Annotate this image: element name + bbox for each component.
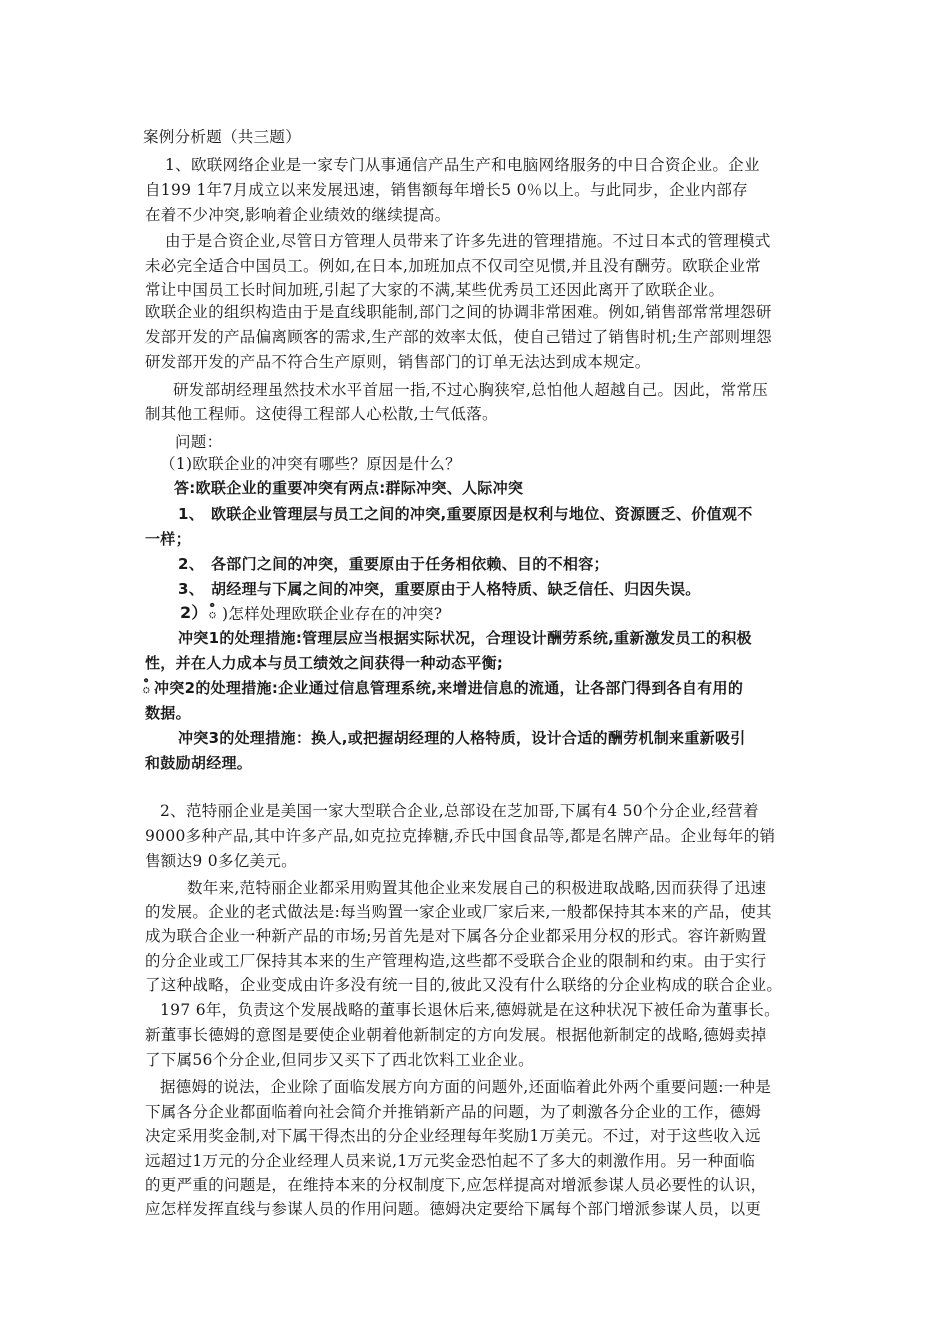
measure-1-line2: 性，并在人力成本与员工绩效之间获得一种动态平衡; — [145, 654, 504, 672]
case2-p4-line6: 应怎样发挥直线与参谋人员的作用问题。德姆决定要给下属每个部门增派参谋人员，以更 — [145, 1200, 762, 1218]
case1-p3-line3: 研发部开发的产品不符合生产原则，销售部门的订单无法达到成本规定。 — [145, 353, 651, 371]
answer-2: 各部门之间的冲突，重要原由于任务相依赖、目的不相容； — [211, 555, 609, 573]
case1-p2-line1: 由于是合资企业,尽管日方管理人员带来了许多先进的管理措施。不过日本式的管理模式 — [165, 232, 771, 250]
case2-p4-line5: 的更严重的问题是，在维持本来的分权制度下,应怎样提高对增派参谋人员必要性的认识， — [145, 1176, 767, 1194]
answer-1-line2: 一样； — [145, 530, 191, 548]
case1-p1-line3: 在着不少冲突,影响着企业绩效的继续提高。 — [145, 206, 451, 224]
case2-p3-line2: 新董事长德姆的意图是要使企业朝着他新制定的方向发展。根据他新制定的战略,德姆卖掉 — [145, 1026, 767, 1044]
case1-p4-line2: 制其他工程师。这使得工程部人心松散,士气低落。 — [145, 405, 498, 423]
case1-p3-line1: 欧联企业的组织构造由于是直线职能制,部门之间的协调非常困难。例如,销售部常常埋怨研 — [145, 303, 772, 321]
case1-p2-line2: 未必完全适合中国员工。例如,在日本,加班加点不仅司空见惯,并且没有酬劳。欧联企业常 — [145, 257, 762, 275]
case1-p1-line2: 自199 1年7月成立以来发展迅速，销售额每年增长5 0％以上。与此同步，企业内部存 — [145, 181, 748, 199]
question-2-number: 2） — [180, 603, 208, 622]
case2-p2-line3: 成为联合企业一种新产品的市场;另首先是对下属各分企业都采用分权的形式。容许新购置 — [145, 927, 767, 945]
case2-p2-line1: 数年来,范特丽企业都采用购置其他企业来发展自己的积极进取战略,因而获得了迅速 — [187, 879, 767, 897]
answer-2-number: 2、 — [178, 555, 205, 573]
case2-p2-line2: 的发展。企业的老式做法是:每当购置一家企业或厂家后来,一般都保持其本来的产品，使其 — [145, 903, 772, 921]
case2-p1-line2: 9000多种产品,其中许多产品,如克拉克捧糖,乔氏中国食品等,都是名牌产品。企业每年的销 — [145, 827, 776, 845]
case2-p1-line3: 售额达9 0多亿美元。 — [145, 852, 297, 870]
measure-2-line1: 冲突2的处理措施:企业通过信息管理系统,来增进信息的流通，让各部门得到各自有用的 — [154, 679, 744, 697]
measure-3-line1: 冲突3的处理措施：换人,或把握胡经理的人格特质，设计合适的酬劳机制来重新吸引 — [178, 729, 746, 747]
case2-p3-line1: 197 6年，负责这个发展战略的董事长退休后来,德姆就是在这种状况下被任命为董事长。 — [160, 1001, 780, 1019]
question-2-glyph: ఄ — [208, 604, 218, 622]
answer-3: 胡经理与下属之间的冲突，重要原由于人格特质、缺乏信任、归因失误。 — [211, 580, 701, 598]
case2-p2-line5: 了这种战略，企业变成由许多没有统一目的,彼此又没有什么联络的分企业构成的联合企业。 — [145, 976, 783, 994]
case1-p2-line3: 常让中国员工长时间加班,引起了大家的不满,某些优秀员工还因此离开了欧联企业。 — [145, 281, 725, 299]
answer-1-line1: 欧联企业管理层与员工之间的冲突,重要原因是权利与地位、资源匮乏、价值观不 — [211, 505, 753, 523]
measure-2-line2: 数据。 — [145, 704, 191, 722]
question-2: )怎样处理欧联企业存在的冲突? — [222, 605, 443, 623]
document-heading: 案例分析题（共三题） — [143, 128, 302, 146]
answer-1-number: 1、 — [178, 505, 205, 523]
case2-p1-line1: 2、范特丽企业是美国一家大型联合企业,总部设在芝加哥,下属有4 50个分企业,经营着 — [160, 802, 759, 820]
question-1: （1)欧联企业的冲突有哪些？原因是什么？ — [160, 455, 461, 473]
answer-intro: 答:欧联企业的重要冲突有两点:群际冲突、人际冲突 — [174, 479, 524, 497]
answer-3-number: 3、 — [178, 580, 205, 598]
case1-p1-line1: 1、欧联网络企业是一家专门从事通信产品生产和电脑网络服务的中日合资企业。企业 — [165, 156, 760, 174]
case2-p2-line4: 的分企业或工厂保持其本来的生产管理构造,这些都不受联合企业的限制和约束。由于实行 — [145, 952, 767, 970]
case2-p3-line3: 了下属56个分企业,但同步又买下了西北饮料工业企业。 — [145, 1051, 534, 1069]
measure-2-glyph: ఄ — [142, 679, 151, 697]
case1-p4-line1: 研发部胡经理虽然技术水平首屈一指,不过心胸狭窄,总怕他人超越自己。因此，常常压 — [173, 381, 769, 399]
measure-1-line1: 冲突1的处理措施:管理层应当根据实际状况，合理设计酬劳系统,重新激发员工的积极 — [178, 629, 752, 647]
case2-p4-line4: 远超过1万元的分企业经理人员来说,1万元奖金恐怕起不了多大的刺激作用。另一种面临 — [145, 1152, 756, 1170]
case2-p4-line2: 下属各分企业都面临着向社会简介并推销新产品的问题，为了刺激各分企业的工作，德姆 — [145, 1103, 762, 1121]
question-label: 问题： — [175, 433, 223, 451]
case2-p4-line3: 决定采用奖金制,对下属干得杰出的分企业经理每年奖励1万美元。不过，对于这些收入远 — [145, 1127, 761, 1145]
case1-p3-line2: 发部开发的产品偏离顾客的需求,生产部的效率太低，使自己错过了销售时机;生产部则埋怨 — [145, 328, 772, 346]
measure-3-line2: 和鼓励胡经理。 — [145, 754, 253, 772]
case2-p4-line1: 据德姆的说法，企业除了面临发展方向方面的问题外,还面临着此外两个重要问题:一种是 — [160, 1078, 772, 1096]
